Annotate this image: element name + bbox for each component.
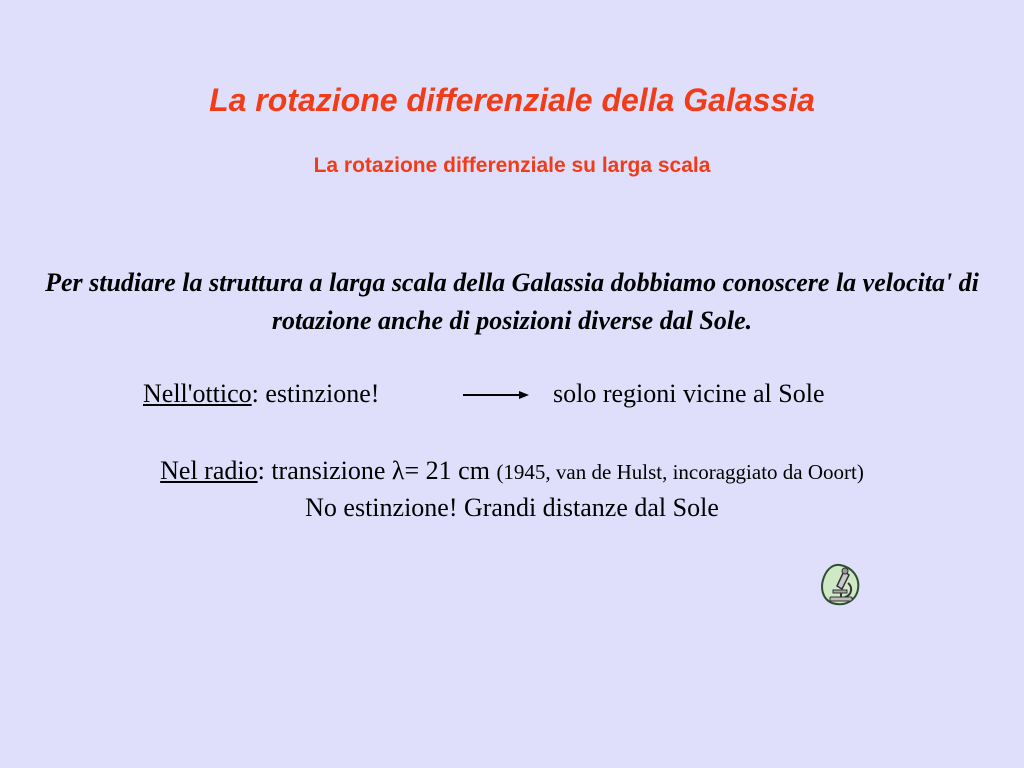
optical-statement — [143, 377, 379, 411]
radio-note: (1945, van de Hulst, incoraggiato da Ooort) — [496, 460, 864, 484]
slide-subtitle: La rotazione differenziale su larga scala — [313, 154, 711, 177]
radio-label: Nel radio — [160, 456, 258, 485]
slide-title: La rotazione differenziale della Galassia — [209, 82, 815, 118]
microscope-icon[interactable] — [818, 563, 862, 607]
intro-paragraph: Per studiare la struttura a larga scala della Galassia dobbiamo conoscere la velocita' di rotazione anche di posizioni diverse dal Sole. — [45, 268, 979, 335]
radio-conclusion: No estinzione! Grandi distanze dal Sole — [305, 493, 719, 522]
optical-label: Nell'ottico — [143, 379, 252, 408]
optical-text: : estinzione! — [251, 379, 380, 408]
radio-text: : transizione λ= 21 cm — [257, 456, 490, 485]
radio-line — [0, 454, 1024, 489]
optical-result: solo regioni vicine al Sole — [553, 379, 825, 408]
right-arrow-icon — [463, 385, 529, 405]
